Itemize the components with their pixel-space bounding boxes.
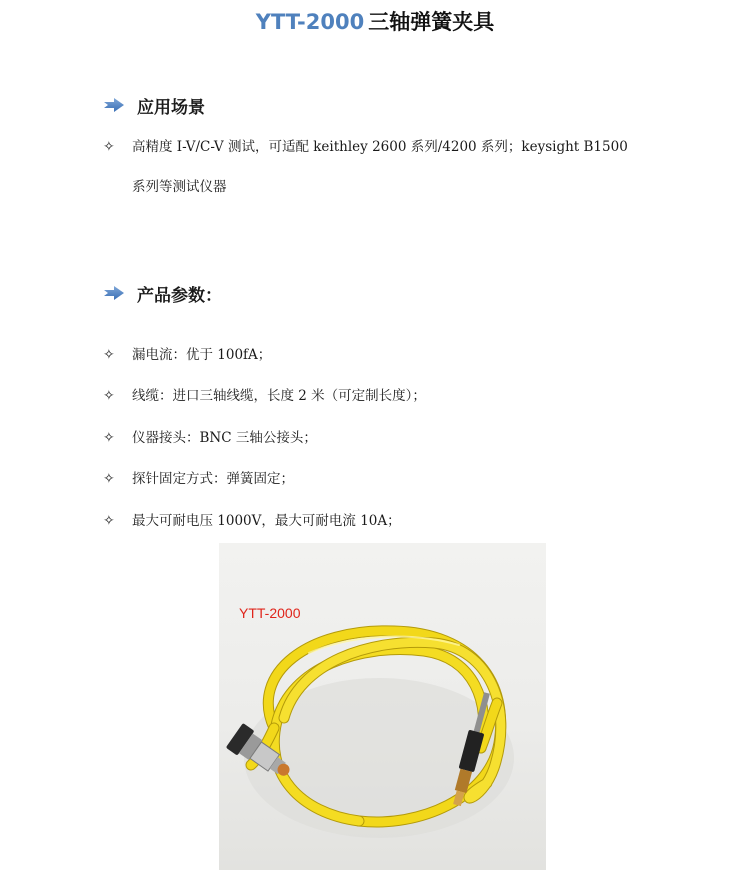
bullet-text: 探针固定方式：弹簧固定；: [132, 471, 294, 487]
bullet-text: 仪器接头：BNC 三轴公接头；: [132, 430, 317, 446]
section-label: 产品参数：: [137, 285, 222, 306]
bullet-text: 漏电流：优于 100fA；: [132, 347, 272, 363]
bullet-text-continuation: 系列等测试仪器: [132, 179, 227, 195]
page-title: [0, 9, 750, 35]
title-product-name: 三轴弹簧夹具: [368, 10, 495, 34]
diamond-bullet-icon: ✧: [103, 388, 115, 404]
arrow-right-icon: [103, 285, 125, 301]
section-label: 应用场景: [137, 97, 205, 118]
triax-cable-illustration: [219, 543, 546, 870]
section-heading-parameters: [103, 281, 222, 305]
diamond-bullet-icon: ✧: [103, 471, 115, 487]
bullet-text: 线缆：进口三轴线缆，长度 2 米（可定制长度）；: [132, 388, 426, 404]
arrow-right-icon: [103, 97, 125, 113]
product-photo: [219, 543, 546, 870]
title-model: YTT-2000: [255, 10, 365, 34]
section-heading-application: [103, 93, 205, 117]
bullet-text: 最大可耐电压 1000V，最大可耐电流 10A；: [132, 513, 401, 529]
diamond-bullet-icon: ✧: [103, 430, 115, 446]
bullet-text: 高精度 I-V/C-V 测试，可适配 keithley 2600 系列/4200 系列；keysight B1500: [132, 139, 628, 155]
diamond-bullet-icon: ✧: [103, 139, 115, 155]
diamond-bullet-icon: ✧: [103, 513, 115, 529]
diamond-bullet-icon: ✧: [103, 347, 115, 363]
photo-caption: YTT-2000: [239, 605, 301, 621]
